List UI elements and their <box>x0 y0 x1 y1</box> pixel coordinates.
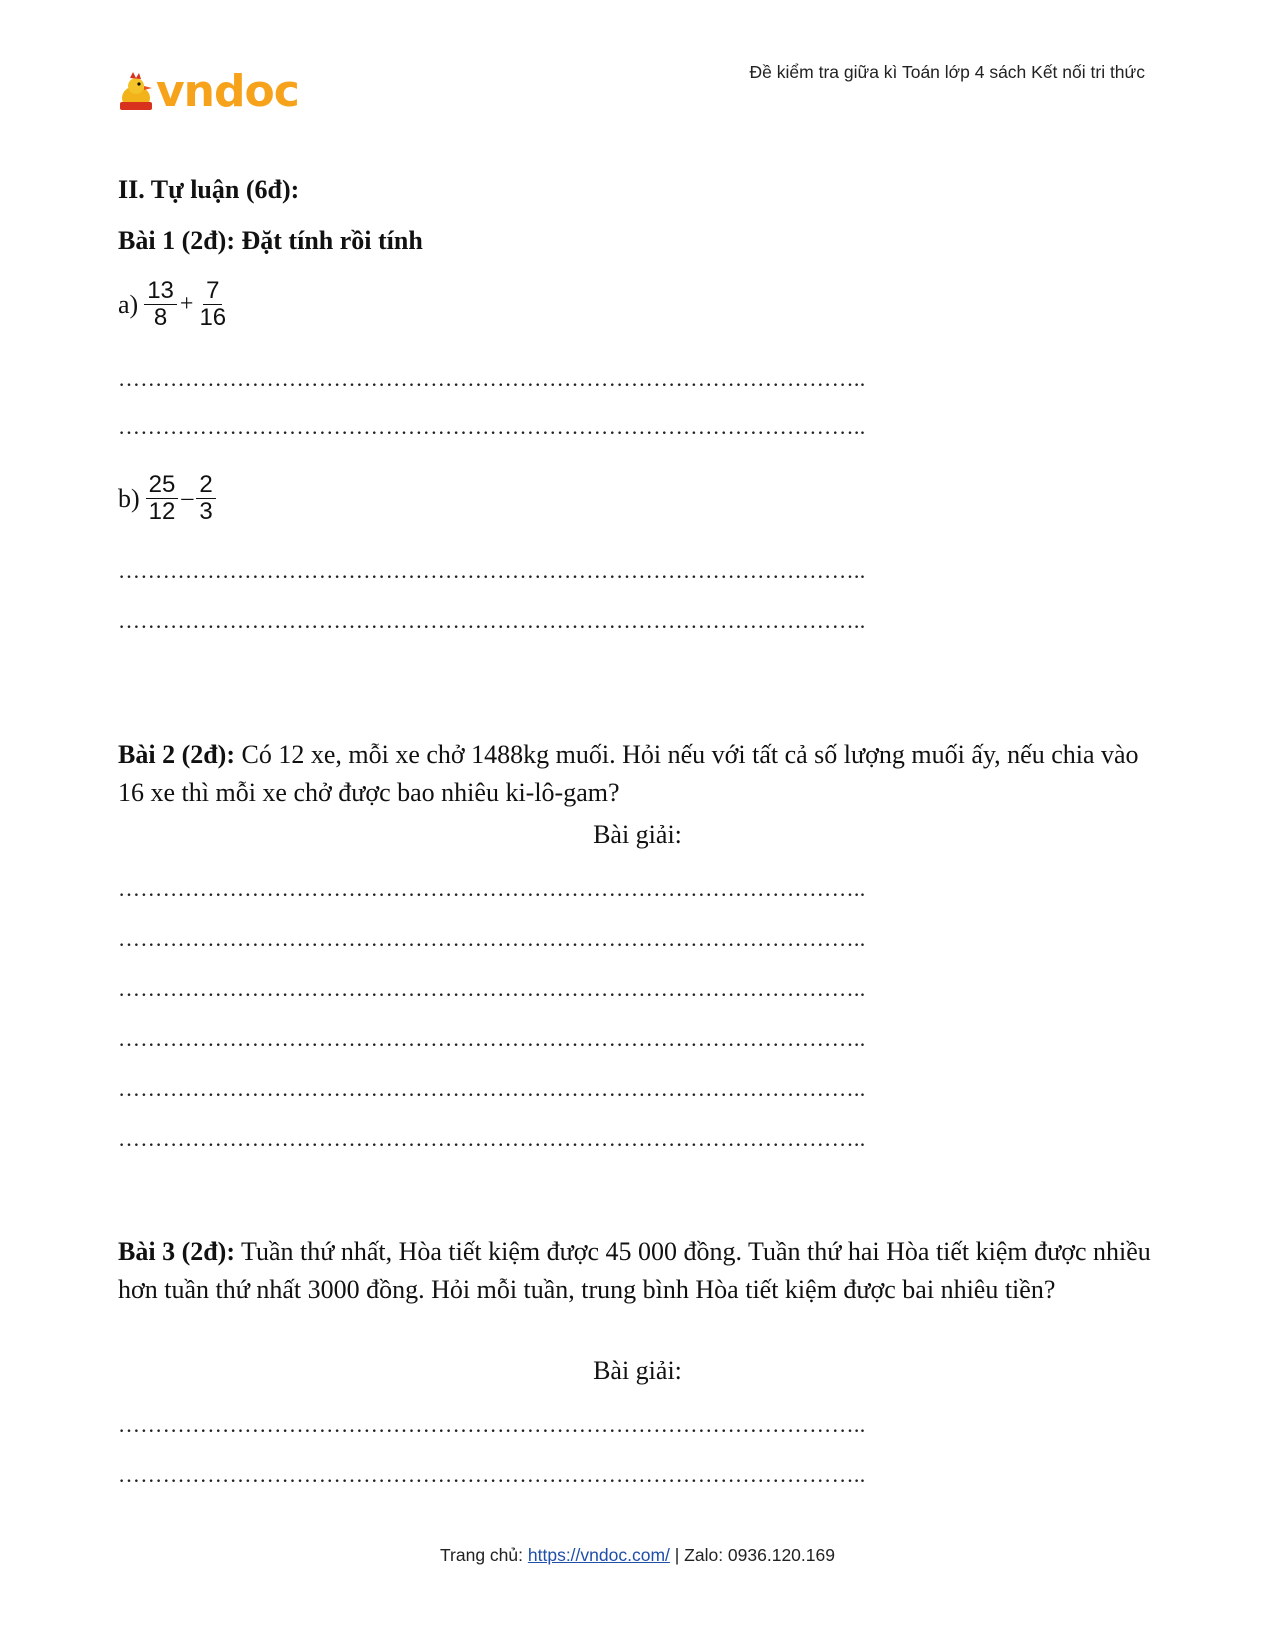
fraction <box>196 472 215 525</box>
answer-line[interactable]: ……………………………………………………………………………………….. <box>118 876 866 901</box>
bai1-a-expression <box>118 278 229 331</box>
bai3-heading: Bài 3 (2đ): <box>118 1237 235 1266</box>
denominator: 3 <box>199 498 213 525</box>
bai2-solution-label: Bài giải: <box>593 820 682 849</box>
operator: + <box>179 291 194 317</box>
homepage-link[interactable]: https://vndoc.com/ <box>527 1545 670 1565</box>
footer-prefix: Trang chủ: <box>440 1545 528 1565</box>
numerator: 25 <box>146 472 179 499</box>
bai3-text: Tuần thứ nhất, Hòa tiết kiệm được 45 000 đồng. Tuần thứ hai Hòa tiết kiệm được nhiều hơn tuần thứ nhất 3000 đồng. Hỏi mỗi tuần, trung bình Hòa tiết kiệm được bai nhiêu tiền? <box>118 1237 1151 1304</box>
answer-line[interactable]: ……………………………………………………………………………………….. <box>118 976 866 1001</box>
answer-line[interactable]: ……………………………………………………………………………………….. <box>118 608 866 633</box>
bai3-solution-label: Bài giải: <box>593 1356 682 1385</box>
bai2-question <box>118 736 1168 812</box>
document-header-title: Đề kiểm tra giữa kì Toán lớp 4 sách Kết nối tri thức <box>749 62 1145 82</box>
logo-text: vndoc <box>156 66 299 117</box>
bai3-question <box>118 1233 1168 1309</box>
fraction <box>144 278 177 331</box>
answer-line[interactable]: ……………………………………………………………………………………….. <box>118 414 866 439</box>
footer-suffix: | Zalo: 0936.120.169 <box>669 1545 835 1565</box>
page-footer <box>0 1545 1275 1566</box>
answer-line[interactable]: ……………………………………………………………………………………….. <box>118 1076 866 1101</box>
fraction <box>196 278 229 331</box>
bai1-b-label: b) <box>118 483 140 513</box>
denominator: 8 <box>153 304 168 331</box>
numerator: 2 <box>196 472 215 499</box>
answer-line[interactable]: ……………………………………………………………………………………….. <box>118 558 866 583</box>
denominator: 16 <box>199 304 227 331</box>
numerator: 13 <box>144 278 177 305</box>
chick-mascot-icon <box>118 72 158 116</box>
section-title: II. Tự luận (6đ): <box>118 175 300 204</box>
numerator: 7 <box>203 278 222 305</box>
answer-line[interactable]: ……………………………………………………………………………………….. <box>118 926 866 951</box>
bai2-heading: Bài 2 (2đ): <box>118 740 235 769</box>
bai1-a-label: a) <box>118 289 139 319</box>
answer-line[interactable]: ……………………………………………………………………………………….. <box>118 1462 866 1487</box>
vndoc-logo[interactable] <box>118 66 308 120</box>
answer-line[interactable]: ……………………………………………………………………………………….. <box>118 1412 866 1437</box>
bai2-text: Có 12 xe, mỗi xe chở 1488kg muối. Hỏi nếu với tất cả số lượng muối ấy, nếu chia vào 16 xe thì mỗi xe chở được bao nhiêu ki-lô-gam? <box>118 740 1139 807</box>
answer-line[interactable]: ……………………………………………………………………………………….. <box>118 366 866 391</box>
bai1-b-expression <box>118 472 216 525</box>
denominator: 12 <box>148 498 176 525</box>
answer-line[interactable]: ……………………………………………………………………………………….. <box>118 1026 866 1051</box>
bai1-title: Bài 1 (2đ): Đặt tính rồi tính <box>118 226 423 255</box>
operator: – <box>181 485 194 511</box>
fraction <box>146 472 179 525</box>
answer-line[interactable]: ……………………………………………………………………………………….. <box>118 1126 866 1151</box>
